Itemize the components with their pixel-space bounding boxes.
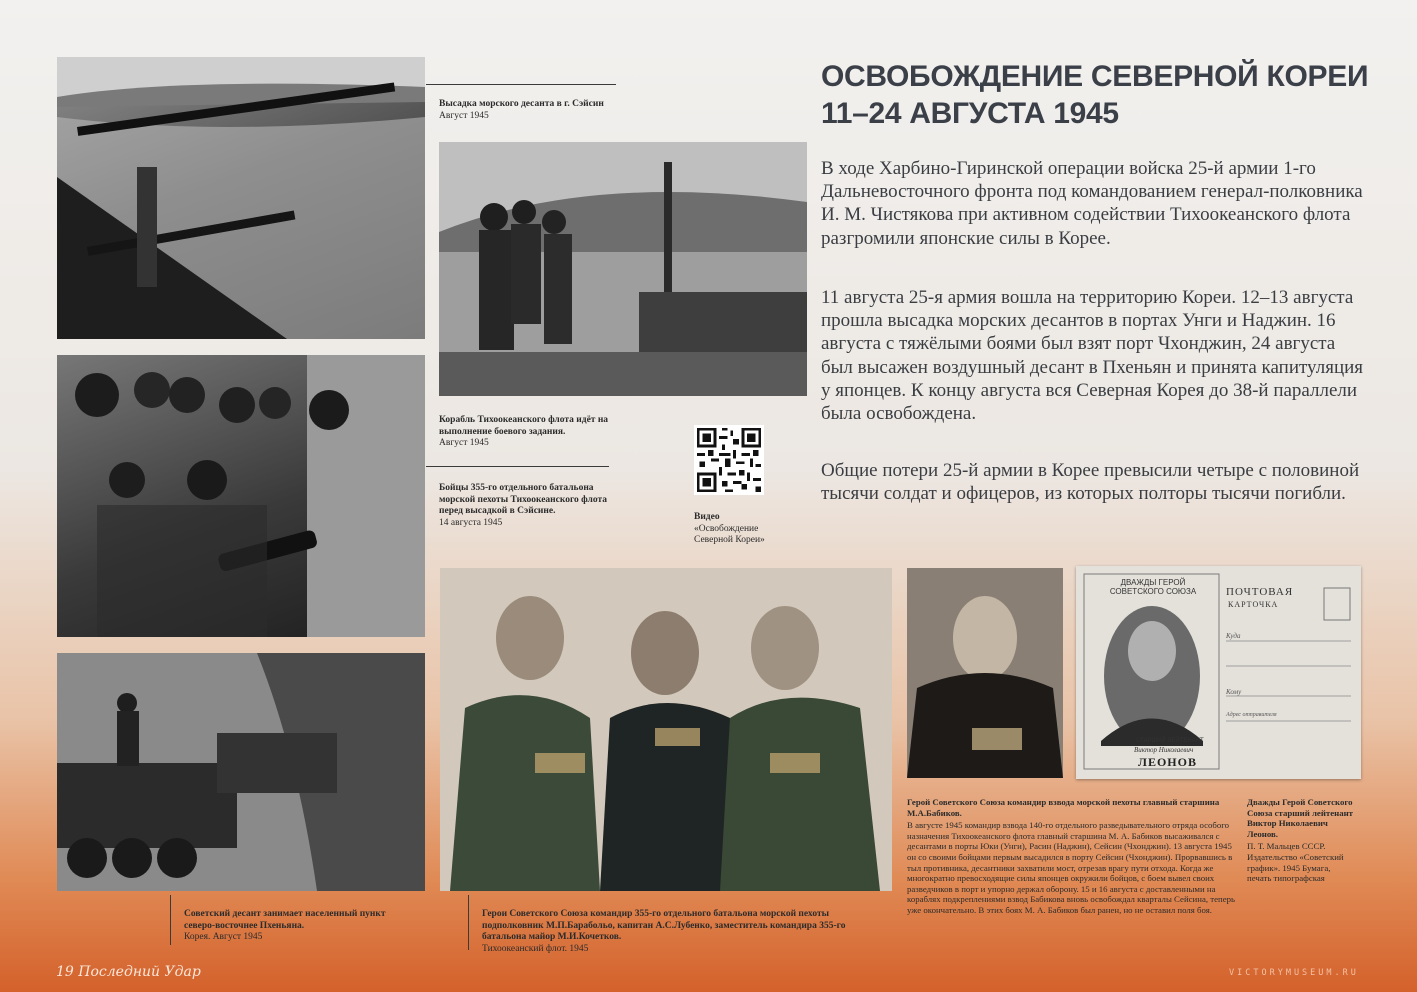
caption-tank-title: Советский десант занимает населенный пункт северо-восточнее Пхеньяна. [184, 909, 386, 931]
postcard-header: ДВАЖДЫ ГЕРОЙ СОВЕТСКОГО СОЮЗА [1109, 578, 1197, 596]
postcard-type-1: ПОЧТОВАЯ [1226, 586, 1294, 598]
photo-marines-boarding [439, 142, 807, 396]
caption-leonov-title: Дважды Герой Советского Союза старший лейтенант Виктор Николаевич Леонов. [1247, 797, 1353, 839]
caption-rule [426, 84, 616, 85]
caption-landing-title: Высадка морского десанта в г. Сэйсин [439, 99, 604, 109]
photo-tank-landing [57, 653, 425, 891]
caption-video [694, 512, 794, 547]
caption-landing [439, 99, 629, 122]
footer-logo: 19 Последний Удар [56, 964, 201, 980]
photo-ship-guns [57, 57, 425, 339]
caption-babikov-title: Герой Советского Союза командир взвода морской пехоты главный старшина М.А.Бабиков. [907, 797, 1220, 818]
title-line-2: 11–24 АВГУСТА 1945 [821, 97, 1119, 130]
caption-video-title: Видео [694, 512, 720, 522]
caption-marines-date: 14 августа 1945 [439, 517, 503, 528]
video-qr-code[interactable] [694, 425, 764, 495]
caption-ship-date: Август 1945 [439, 438, 489, 448]
caption-rule [426, 466, 609, 467]
caption-heroes-title: Герои Советского Союза командир 355-го отдельного батальона морской пехоты подполковник М.П.Барабольо, капитан А.С.Лубенко, заместитель командира 355-го батальона майор М.И.Кочетков. [482, 909, 846, 942]
caption-rule-vertical [468, 895, 469, 950]
caption-ship [439, 415, 614, 450]
caption-heroes [482, 909, 867, 955]
caption-tank [184, 909, 394, 944]
postcard-to-label: Куда [1226, 632, 1241, 640]
postcard-surname: ЛЕОНОВ [1138, 755, 1197, 769]
postcard-name: Виктор Николаевич [1134, 746, 1194, 754]
photo-heroes-group [440, 568, 892, 891]
caption-leonov-text: П. Т. Мальцев СССР. Издательство «Советский график». 1945 Бумага, печать типографская [1247, 841, 1344, 884]
caption-heroes-date: Тихоокеанский флот. 1945 [482, 943, 589, 954]
caption-landing-date: Август 1945 [439, 110, 489, 121]
caption-video-name: «Освобождение Северной Кореи» [694, 523, 765, 545]
title-line-1: ОСВОБОЖДЕНИЕ СЕВЕРНОЙ КОРЕИ [821, 60, 1369, 93]
body-paragraph-3: Общие потери 25-й армии в Корее превысили четыре с половиной тысячи солдат и офицеров, из которых полторы тысячи погибли. [821, 460, 1360, 505]
page-title [821, 58, 1381, 132]
caption-tank-date: Корея. Август 1945 [184, 932, 263, 942]
caption-babikov-text: В августе 1945 командир взвода 140-го отдельного разведывательного отряда особого назначения Тихоокеанского флота главный старшина М. А. Бабиков высаживался с десантами в порты Юки (Унги), Расин (Наджин), Сейсин (Чхонджин). 13 августа 1945 он со своими бойцами первым высадился в порту Сейсин (Чхонджин). Прорвавшись в тыл противника, десантники захватили мост, отрезав врагу пути отхода. Когда же многократно превосходящие силы японцев окружили бойцов, с боем вывел своих разведчиков в порт и упорно держал оборону. 15 и 16 августа с доставленными на кораблях подкреплениями взвод Бабикова вновь освобождал кварталы Сейсина, теперь уже окончательно. В этих боях М. А. Бабиков был ранен, но не оставил поля боя. [907, 820, 1236, 915]
postcard-type-2: КАРТОЧКА [1228, 600, 1279, 609]
caption-babikov [907, 797, 1237, 916]
postcard-leonov [1076, 566, 1361, 779]
postcard-whom-label: Кому [1226, 688, 1242, 696]
photo-marines-helmets [57, 355, 425, 637]
caption-leonov [1247, 797, 1355, 884]
footer-site-link[interactable]: VICTORYMUSEUM.RU [1229, 968, 1359, 978]
body-paragraph-2: 11 августа 25-я армия вошла на территорию Кореи. 12–13 августа прошла высадка морских десантов в портах Унги и Наджин. 16 августа с тяжёлыми боями был взят порт Чхонджин, 24 августа был высажен воздушный десант в Пхеньян и принята капитуляция у японцев. К концу августа вся Северная Корея до 38-й параллели была освобождена. [821, 287, 1364, 425]
caption-ship-title: Корабль Тихоокеанского флота идёт на выполнение боевого задания. [439, 415, 609, 437]
photo-babikov-portrait [907, 568, 1063, 778]
postcard-sender-label: Адрес отправителя [1226, 712, 1277, 718]
postcard-rank: СТАРШИЙ ЛЕЙТЕНАНТ [1136, 738, 1204, 744]
body-paragraph-1: В ходе Харбино-Гиринской операции войска 25-й армии 1-го Дальневосточного фронта под командованием генерал-полковника И. М. Чистякова при активном содействии Тихоокеанского флота разгромили японские силы в Корее. [821, 158, 1363, 249]
caption-marines-title: Бойцы 355-го отдельного батальона морской пехоты Тихоокеанского флота перед высадкой в Сэйсине. [439, 483, 607, 516]
caption-rule-vertical [170, 895, 171, 945]
caption-marines [439, 483, 619, 529]
